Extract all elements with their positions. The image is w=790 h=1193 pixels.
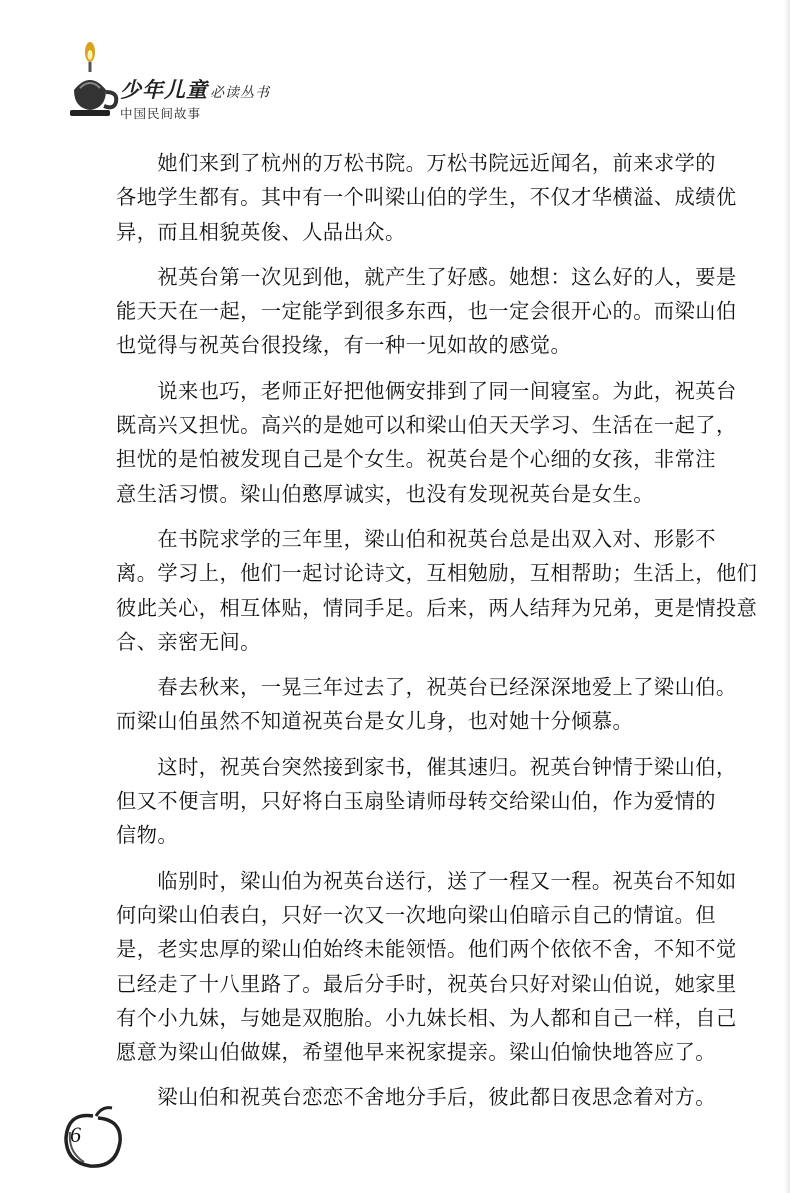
text-line: 是，老实忠厚的梁山伯始终未能领悟。他们两个依依不舍，不知不觉 — [116, 937, 737, 962]
text-line: 意生活习惯。梁山伯憨厚诚实，也没有发现祝英台是女生。 — [116, 481, 654, 506]
series-subtitle: 中国民间故事 — [120, 106, 202, 121]
page-header — [60, 30, 270, 130]
paragraph — [116, 146, 737, 249]
paragraph — [116, 1080, 716, 1114]
page-edge-shadow — [784, 0, 790, 1193]
text-line: 她们来到了杭州的万松书院。万松书院远近闻名，前来求学的 — [116, 151, 716, 175]
text-line: 能天天在一起，一定能学到很多东西，也一定会很开心的。而梁山伯 — [116, 299, 737, 324]
text-line: 异，而且相貌英俊、人品出众。 — [116, 219, 406, 244]
series-title: 少年儿童 必读丛书 — [120, 78, 270, 102]
text-line: 担忧的是怕被发现自己是个女生。祝英台是个心细的女孩，非常注 — [116, 447, 716, 472]
text-line: 已经走了十八里路了。最后分手时，祝英台只好对梁山伯说，她家里 — [116, 971, 737, 996]
text-line: 在书院求学的三年里，梁山伯和祝英台总是出双入对、形影不 — [116, 526, 716, 551]
text-line: 有个小九妹，与她是双胞胎。小九妹长相、为人都和自己一样，自己 — [116, 1005, 737, 1030]
paragraph — [116, 260, 737, 363]
paragraph — [116, 522, 758, 659]
text-line: 而梁山伯虽然不知道祝英台是女儿身，也对她十分倾慕。 — [116, 709, 634, 734]
text-line: 愿意为梁山伯做媒，希望他早来祝家提亲。梁山伯愉快地答应了。 — [116, 1040, 716, 1065]
text-line: 也觉得与祝英台很投缘，有一种一见如故的感觉。 — [116, 333, 572, 358]
paragraph — [116, 750, 737, 853]
text-line: 说来也巧，老师正好把他俩安排到了同一间寝室。为此，祝英台 — [116, 378, 737, 403]
series-title-small: 必读丛书 — [210, 85, 270, 101]
text-line: 祝英台第一次见到他，就产生了好感。她想：这么好的人，要是 — [116, 264, 737, 289]
text-line: 梁山伯和祝英台恋恋不舍地分手后，彼此都日夜思念着对方。 — [116, 1085, 716, 1110]
text-line: 但又不便言明，只好将白玉扇坠请师母转交给梁山伯，作为爱情的 — [116, 789, 716, 814]
paragraph — [116, 374, 737, 511]
text-line: 既高兴又担忧。高兴的是她可以和梁山伯天天学习、生活在一起了， — [116, 413, 737, 438]
text-line: 临别时，梁山伯为祝英台送行，送了一程又一程。祝英台不知如 — [116, 868, 737, 893]
paragraph — [116, 864, 737, 1070]
text-line: 信物。 — [116, 823, 179, 848]
text-line: 离。学习上，他们一起讨论诗文，互相勉励，互相帮助；生活上，他们 — [116, 561, 758, 586]
text-line: 这时，祝英台突然接到家书，催其速归。祝英台钟情于梁山伯， — [116, 754, 737, 779]
apple-swirl-icon — [58, 1102, 128, 1172]
paragraph — [116, 670, 737, 739]
text-line: 彼此关心，相互体贴，情同手足。后来，两人结拜为兄弟，更是情投意 — [116, 595, 758, 620]
page-number: 6 — [70, 1122, 81, 1147]
text-line: 合、亲密无间。 — [116, 629, 261, 654]
body-text — [116, 146, 758, 1115]
text-line: 何向梁山伯表白，只好一次又一次地向梁山伯暗示自己的情谊。但 — [116, 902, 716, 927]
oil-lamp-icon — [60, 30, 120, 130]
text-line: 春去秋来，一晃三年过去了，祝英台已经深深地爱上了梁山伯。 — [116, 675, 737, 700]
text-line: 各地学生都有。其中有一个叫梁山伯的学生，不仅才华横溢、成绩优 — [116, 185, 737, 210]
